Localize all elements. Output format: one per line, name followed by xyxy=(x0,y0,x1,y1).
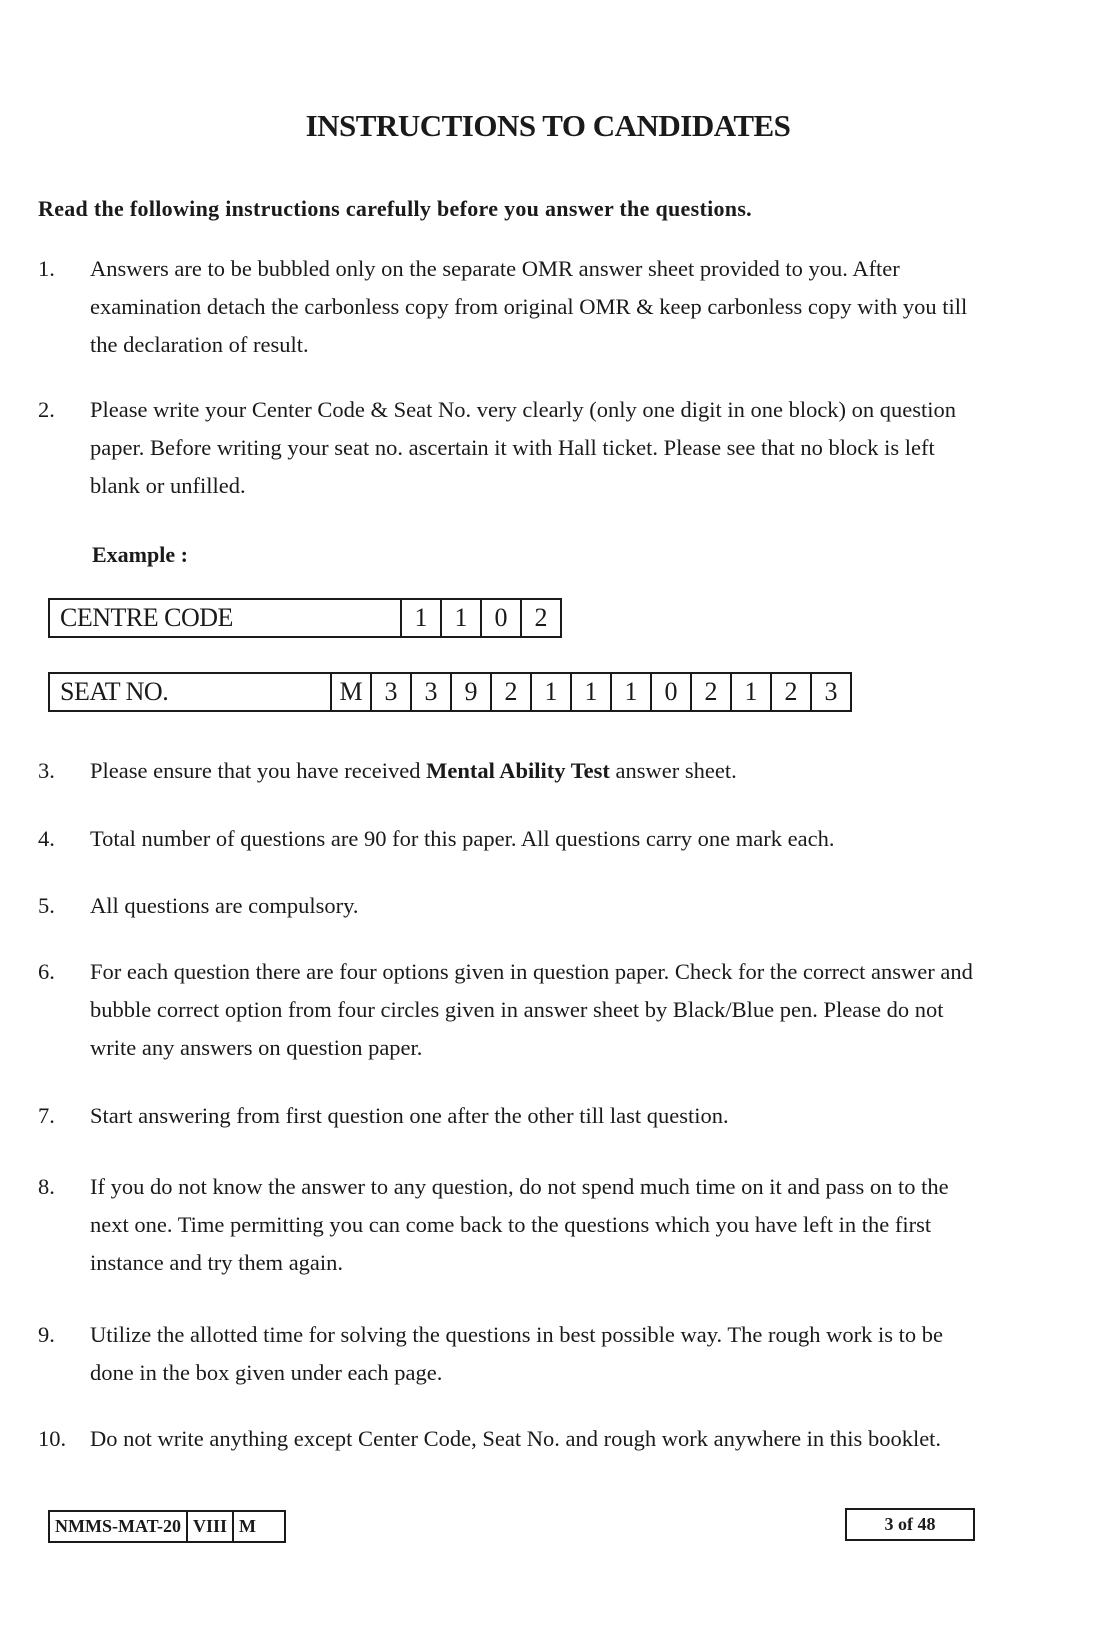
seat-no-digit: 3 xyxy=(370,674,410,710)
item-text: Please ensure that you have received Mental Ability Test answer sheet. xyxy=(90,758,737,783)
page-title: INSTRUCTIONS TO CANDIDATES xyxy=(305,108,791,143)
item-number: 1. xyxy=(38,256,55,281)
centre-code-box xyxy=(48,598,562,638)
item-text: Do not write anything except Center Code, Seat No. and rough work anywhere in this booklet. xyxy=(90,1426,942,1451)
instruction-item-5 xyxy=(38,887,988,925)
item-text: If you do not know the answer to any question, do not spend much time on it and pass on to the next one. Time permitting you can come back to the questions which you have left in the first instance and try them again. xyxy=(90,1174,949,1275)
item-text: Utilize the allotted time for solving the questions in best possible way. The rough work is to be done in the box given under each page. xyxy=(90,1322,943,1385)
paper-medium: M xyxy=(232,1512,284,1541)
seat-no-digit: 1 xyxy=(530,674,570,710)
centre-code-digits xyxy=(400,600,560,636)
item-number: 5. xyxy=(38,893,55,918)
seat-no-digit: 0 xyxy=(650,674,690,710)
item-number: 6. xyxy=(38,959,55,984)
item-number: 2. xyxy=(38,397,55,422)
seat-no-digits xyxy=(330,674,850,710)
centre-code-digit: 1 xyxy=(400,600,440,636)
item-text: Start answering from first question one after the other till last question. xyxy=(90,1103,729,1128)
seat-no-digit: 1 xyxy=(730,674,770,710)
instruction-item-6 xyxy=(38,953,988,1067)
item-number: 9. xyxy=(38,1322,55,1347)
centre-code-label: CENTRE CODE xyxy=(60,603,233,632)
item-text: Total number of questions are 90 for this paper. All questions carry one mark each. xyxy=(90,826,835,851)
instruction-item-4 xyxy=(38,820,988,858)
test-name: Mental Ability Test xyxy=(426,758,610,783)
seat-no-digit: 3 xyxy=(810,674,850,710)
item-number: 7. xyxy=(38,1103,55,1128)
instruction-item-10 xyxy=(38,1420,988,1458)
instruction-item-2 xyxy=(38,391,988,505)
instruction-item-3 xyxy=(38,752,988,790)
page-number: 3 of 48 xyxy=(845,1508,975,1541)
seat-no-digit: 1 xyxy=(570,674,610,710)
item-text: All questions are compulsory. xyxy=(90,893,359,918)
paper-code: NMMS-MAT-20 xyxy=(55,1516,181,1536)
instruction-item-7 xyxy=(38,1097,988,1135)
centre-code-digit: 0 xyxy=(480,600,520,636)
instruction-item-8 xyxy=(38,1168,988,1282)
seat-no-box xyxy=(48,672,852,712)
example-label: Example : xyxy=(92,542,188,567)
seat-no-digit: M xyxy=(330,674,370,710)
item-number: 8. xyxy=(38,1174,55,1199)
intro-instruction: Read the following instructions carefully before you answer the questions. xyxy=(38,196,752,221)
instruction-item-1 xyxy=(38,250,988,364)
paper-code-box xyxy=(48,1510,286,1543)
centre-code-digit: 2 xyxy=(520,600,560,636)
seat-no-digit: 1 xyxy=(610,674,650,710)
seat-no-digit: 2 xyxy=(690,674,730,710)
seat-no-digit: 2 xyxy=(490,674,530,710)
seat-no-digit: 3 xyxy=(410,674,450,710)
item-text: Please write your Center Code & Seat No. very clearly (only one digit in one block) on question paper. Before writing your seat no. ascertain it with Hall ticket. Please see that no block is left blank or unfilled. xyxy=(90,397,957,498)
item-text: For each question there are four options given in question paper. Check for the correct answer and bubble correct option from four circles given in answer sheet by Black/Blue pen. Please do not write any answers on question paper. xyxy=(90,959,973,1060)
seat-no-label: SEAT NO. xyxy=(60,677,169,706)
instruction-item-9 xyxy=(38,1316,988,1392)
seat-no-digit: 9 xyxy=(450,674,490,710)
item-text: Answers are to be bubbled only on the separate OMR answer sheet provided to you. After examination detach the carbonless copy from original OMR & keep carbonless copy with you till the declaration of result. xyxy=(90,256,968,357)
centre-code-digit: 1 xyxy=(440,600,480,636)
paper-standard: VIII xyxy=(186,1512,232,1541)
item-number: 4. xyxy=(38,826,55,851)
seat-no-digit: 2 xyxy=(770,674,810,710)
item-number: 3. xyxy=(38,758,55,783)
item-number: 10. xyxy=(38,1426,67,1451)
